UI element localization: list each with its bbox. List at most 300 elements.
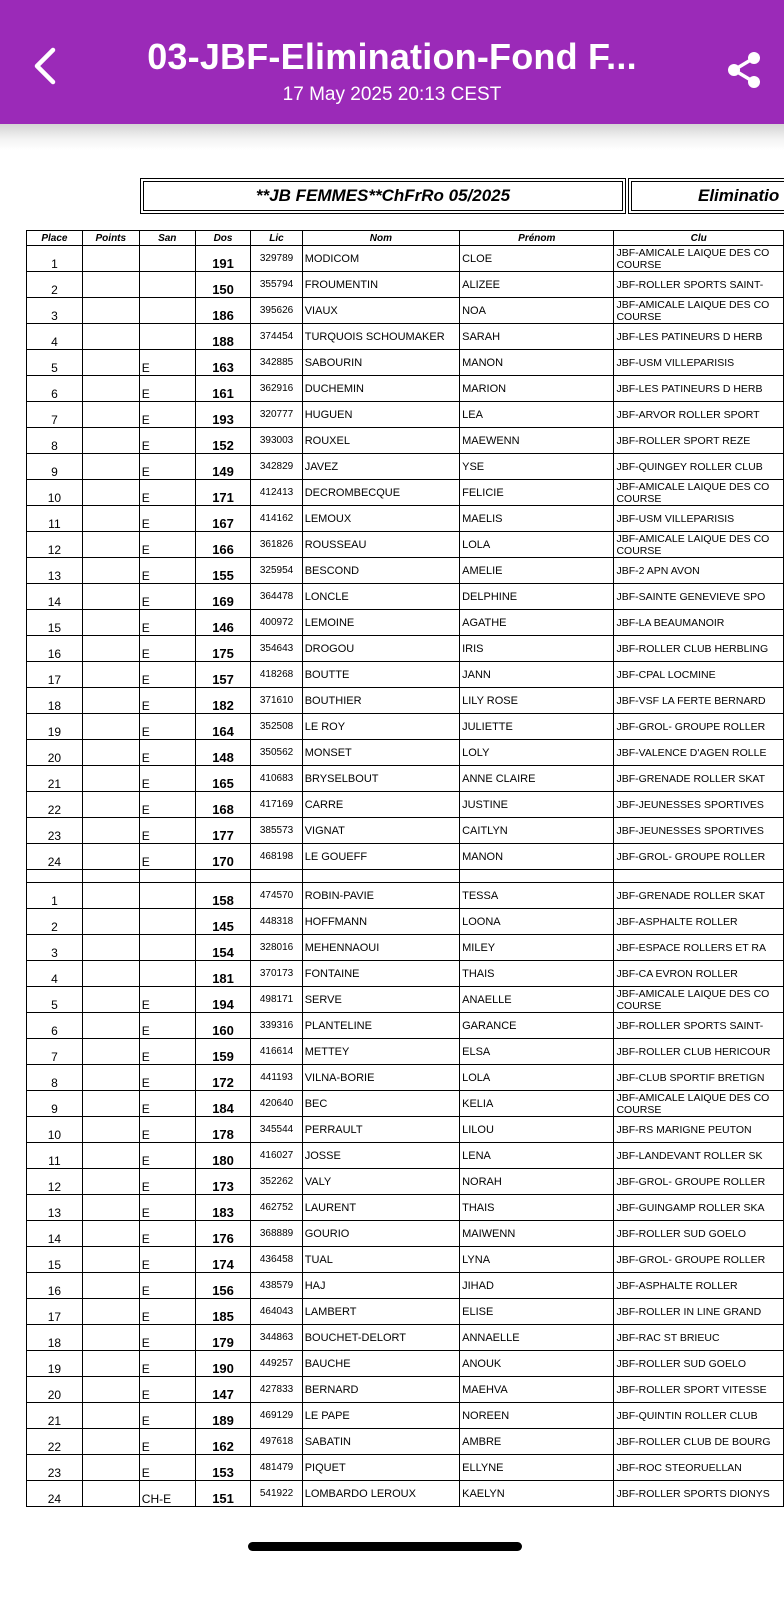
result-lic: 469129 bbox=[251, 1403, 302, 1429]
table-row bbox=[27, 480, 784, 506]
result-club bbox=[614, 480, 784, 506]
result-san: E bbox=[139, 844, 195, 870]
result-points bbox=[82, 1377, 139, 1403]
home-indicator[interactable] bbox=[248, 1542, 522, 1551]
table-row bbox=[27, 714, 784, 740]
result-prenom: LOLY bbox=[460, 740, 614, 766]
result-place: 20 bbox=[27, 1377, 83, 1403]
result-lic: 448318 bbox=[251, 909, 302, 935]
result-prenom: LOLA bbox=[460, 1065, 614, 1091]
result-lic: 481479 bbox=[251, 1455, 302, 1481]
result-club: JBF-RAC ST BRIEUC bbox=[614, 1325, 784, 1351]
result-lic: 361826 bbox=[251, 532, 302, 558]
result-lic: 328016 bbox=[251, 935, 302, 961]
separator-cell bbox=[195, 870, 251, 883]
table-row bbox=[27, 584, 784, 610]
result-san: E bbox=[139, 1247, 195, 1273]
result-prenom: MARION bbox=[460, 376, 614, 402]
result-points bbox=[82, 1247, 139, 1273]
result-dos: 186 bbox=[195, 298, 251, 324]
result-dos: 172 bbox=[195, 1065, 251, 1091]
table-row bbox=[27, 1013, 784, 1039]
result-prenom: MANON bbox=[460, 844, 614, 870]
result-lic: 393003 bbox=[251, 428, 302, 454]
result-san: E bbox=[139, 1325, 195, 1351]
result-dos: 149 bbox=[195, 454, 251, 480]
result-club bbox=[614, 298, 784, 324]
result-prenom: LOLA bbox=[460, 532, 614, 558]
result-nom: LEMOINE bbox=[302, 610, 459, 636]
result-dos: 178 bbox=[195, 1117, 251, 1143]
result-lic: 342829 bbox=[251, 454, 302, 480]
result-nom: ROUXEL bbox=[302, 428, 459, 454]
result-lic: 350562 bbox=[251, 740, 302, 766]
result-dos: 158 bbox=[195, 883, 251, 909]
result-dos: 155 bbox=[195, 558, 251, 584]
result-prenom: CLOE bbox=[460, 246, 614, 272]
result-points bbox=[82, 428, 139, 454]
result-lic: 427833 bbox=[251, 1377, 302, 1403]
result-club: JBF-LES PATINEURS D HERB bbox=[614, 376, 784, 402]
result-prenom: NORAH bbox=[460, 1169, 614, 1195]
result-club: JBF-ROLLER SPORTS SAINT- bbox=[614, 1013, 784, 1039]
result-dos: 156 bbox=[195, 1273, 251, 1299]
table-row bbox=[27, 610, 784, 636]
result-club: JBF-ROLLER SUD GOELO bbox=[614, 1351, 784, 1377]
result-dos: 166 bbox=[195, 532, 251, 558]
result-points bbox=[82, 1325, 139, 1351]
result-club: JBF-JEUNESSES SPORTIVES bbox=[614, 818, 784, 844]
result-nom: SABATIN bbox=[302, 1429, 459, 1455]
result-nom: PLANTELINE bbox=[302, 1013, 459, 1039]
table-row bbox=[27, 324, 784, 350]
separator-cell bbox=[251, 870, 302, 883]
result-san: E bbox=[139, 792, 195, 818]
result-nom: BRYSELBOUT bbox=[302, 766, 459, 792]
result-dos: 194 bbox=[195, 987, 251, 1013]
result-club: JBF-USM VILLEPARISIS bbox=[614, 350, 784, 376]
result-place: 10 bbox=[27, 480, 83, 506]
result-points bbox=[82, 844, 139, 870]
result-dos: 179 bbox=[195, 1325, 251, 1351]
result-prenom: MAEWENN bbox=[460, 428, 614, 454]
result-lic: 497618 bbox=[251, 1429, 302, 1455]
result-lic: 325954 bbox=[251, 558, 302, 584]
result-lic: 420640 bbox=[251, 1091, 302, 1117]
result-dos: 157 bbox=[195, 662, 251, 688]
result-lic: 344863 bbox=[251, 1325, 302, 1351]
result-points bbox=[82, 935, 139, 961]
result-prenom: LILOU bbox=[460, 1117, 614, 1143]
result-dos: 189 bbox=[195, 1403, 251, 1429]
result-san: E bbox=[139, 766, 195, 792]
result-dos: 176 bbox=[195, 1221, 251, 1247]
result-lic: 352262 bbox=[251, 1169, 302, 1195]
result-place: 9 bbox=[27, 1091, 83, 1117]
result-nom: VIAUX bbox=[302, 298, 459, 324]
result-lic: 364478 bbox=[251, 584, 302, 610]
result-club bbox=[614, 532, 784, 558]
result-san: E bbox=[139, 1351, 195, 1377]
result-place: 3 bbox=[27, 935, 83, 961]
result-points bbox=[82, 272, 139, 298]
share-button[interactable] bbox=[722, 48, 766, 92]
result-san bbox=[139, 272, 195, 298]
result-points bbox=[82, 688, 139, 714]
toolbar-shadow bbox=[0, 124, 784, 150]
result-san: E bbox=[139, 558, 195, 584]
result-points bbox=[82, 1195, 139, 1221]
result-nom: LE GOUEFF bbox=[302, 844, 459, 870]
result-san: E bbox=[139, 688, 195, 714]
result-prenom: MANON bbox=[460, 350, 614, 376]
result-lic: 395626 bbox=[251, 298, 302, 324]
table-row bbox=[27, 1065, 784, 1091]
result-san: CH-E bbox=[139, 1481, 195, 1507]
table-row bbox=[27, 1351, 784, 1377]
column-header-points: Points bbox=[82, 231, 139, 246]
result-place: 16 bbox=[27, 636, 83, 662]
result-club: JBF-ROLLER SPORTS SAINT- bbox=[614, 272, 784, 298]
result-club: JBF-ROLLER SPORTS DIONYS bbox=[614, 1481, 784, 1507]
result-san bbox=[139, 298, 195, 324]
result-nom: LE PAPE bbox=[302, 1403, 459, 1429]
result-nom: BERNARD bbox=[302, 1377, 459, 1403]
result-place: 10 bbox=[27, 1117, 83, 1143]
result-nom: JAVEZ bbox=[302, 454, 459, 480]
result-club-line1: JBF-AMICALE LAIQUE DES CO bbox=[616, 987, 770, 1000]
result-san bbox=[139, 246, 195, 272]
result-dos: 167 bbox=[195, 506, 251, 532]
share-icon bbox=[724, 50, 764, 90]
result-club: JBF-ESPACE ROLLERS ET RA bbox=[614, 935, 784, 961]
result-nom: LE ROY bbox=[302, 714, 459, 740]
chevron-left-icon bbox=[29, 46, 59, 86]
result-nom: METTEY bbox=[302, 1039, 459, 1065]
result-club-line1: JBF-AMICALE LAIQUE DES CO bbox=[616, 532, 770, 545]
result-club: JBF-GUINGAMP ROLLER SKA bbox=[614, 1195, 784, 1221]
result-prenom: KELIA bbox=[460, 1091, 614, 1117]
result-club-line2: COURSE bbox=[616, 1103, 662, 1116]
result-club: JBF-USM VILLEPARISIS bbox=[614, 506, 784, 532]
result-nom: BOUTHIER bbox=[302, 688, 459, 714]
result-prenom: IRIS bbox=[460, 636, 614, 662]
result-dos: 147 bbox=[195, 1377, 251, 1403]
result-club: JBF-ROLLER SUD GOELO bbox=[614, 1221, 784, 1247]
result-club: JBF-GROL- GROUPE ROLLER bbox=[614, 1169, 784, 1195]
result-club: JBF-QUINTIN ROLLER CLUB bbox=[614, 1403, 784, 1429]
result-san: E bbox=[139, 662, 195, 688]
result-prenom: TESSA bbox=[460, 883, 614, 909]
result-dos: 162 bbox=[195, 1429, 251, 1455]
result-san: E bbox=[139, 532, 195, 558]
result-lic: 449257 bbox=[251, 1351, 302, 1377]
result-nom: TURQUOIS SCHOUMAKER bbox=[302, 324, 459, 350]
table-row bbox=[27, 506, 784, 532]
result-place: 13 bbox=[27, 1195, 83, 1221]
result-nom: DECROMBECQUE bbox=[302, 480, 459, 506]
result-lic: 320777 bbox=[251, 402, 302, 428]
result-lic: 541922 bbox=[251, 1481, 302, 1507]
column-header-nom: Nom bbox=[302, 231, 459, 246]
result-points bbox=[82, 818, 139, 844]
result-dos: 181 bbox=[195, 961, 251, 987]
result-place: 7 bbox=[27, 1039, 83, 1065]
results-table bbox=[26, 230, 784, 1507]
result-place: 11 bbox=[27, 506, 83, 532]
result-lic: 355794 bbox=[251, 272, 302, 298]
result-san: E bbox=[139, 1013, 195, 1039]
result-lic: 414162 bbox=[251, 506, 302, 532]
result-san: E bbox=[139, 1169, 195, 1195]
result-club: JBF-QUINGEY ROLLER CLUB bbox=[614, 454, 784, 480]
table-row bbox=[27, 1325, 784, 1351]
result-club: JBF-ROLLER SPORT REZE bbox=[614, 428, 784, 454]
result-points bbox=[82, 766, 139, 792]
result-dos: 146 bbox=[195, 610, 251, 636]
result-lic: 441193 bbox=[251, 1065, 302, 1091]
result-prenom: CAITLYN bbox=[460, 818, 614, 844]
result-points bbox=[82, 350, 139, 376]
table-row bbox=[27, 1429, 784, 1455]
result-prenom: LENA bbox=[460, 1143, 614, 1169]
table-row bbox=[27, 246, 784, 272]
result-lic: 410683 bbox=[251, 766, 302, 792]
result-place: 20 bbox=[27, 740, 83, 766]
result-club: JBF-GROL- GROUPE ROLLER bbox=[614, 1247, 784, 1273]
result-points bbox=[82, 402, 139, 428]
table-row bbox=[27, 376, 784, 402]
result-nom: PERRAULT bbox=[302, 1117, 459, 1143]
result-lic: 474570 bbox=[251, 883, 302, 909]
column-header-prenom: Prénom bbox=[460, 231, 614, 246]
result-san: E bbox=[139, 1065, 195, 1091]
result-prenom: THAIS bbox=[460, 1195, 614, 1221]
table-row bbox=[27, 532, 784, 558]
result-club: JBF-SAINTE GENEVIEVE SPO bbox=[614, 584, 784, 610]
result-prenom: ANOUK bbox=[460, 1351, 614, 1377]
result-place: 3 bbox=[27, 298, 83, 324]
result-club: JBF-ROLLER IN LINE GRAND bbox=[614, 1299, 784, 1325]
result-lic: 498171 bbox=[251, 987, 302, 1013]
result-lic: 371610 bbox=[251, 688, 302, 714]
result-prenom: LOONA bbox=[460, 909, 614, 935]
result-points bbox=[82, 324, 139, 350]
result-san: E bbox=[139, 454, 195, 480]
result-club: JBF-ASPHALTE ROLLER bbox=[614, 1273, 784, 1299]
result-dos: 169 bbox=[195, 584, 251, 610]
result-club: JBF-GRENADE ROLLER SKAT bbox=[614, 883, 784, 909]
table-row bbox=[27, 1091, 784, 1117]
result-lic: 438579 bbox=[251, 1273, 302, 1299]
result-nom: CARRE bbox=[302, 792, 459, 818]
result-place: 4 bbox=[27, 961, 83, 987]
result-place: 6 bbox=[27, 1013, 83, 1039]
result-place: 16 bbox=[27, 1273, 83, 1299]
result-dos: 175 bbox=[195, 636, 251, 662]
result-dos: 184 bbox=[195, 1091, 251, 1117]
column-header-dos: Dos bbox=[195, 231, 251, 246]
result-lic: 416614 bbox=[251, 1039, 302, 1065]
result-points bbox=[82, 506, 139, 532]
result-nom: HOFFMANN bbox=[302, 909, 459, 935]
result-points bbox=[82, 987, 139, 1013]
result-place: 5 bbox=[27, 987, 83, 1013]
result-san: E bbox=[139, 1429, 195, 1455]
result-nom: PIQUET bbox=[302, 1455, 459, 1481]
table-row bbox=[27, 1169, 784, 1195]
result-dos: 152 bbox=[195, 428, 251, 454]
result-club bbox=[614, 987, 784, 1013]
result-dos: 182 bbox=[195, 688, 251, 714]
result-place: 4 bbox=[27, 324, 83, 350]
result-club: JBF-JEUNESSES SPORTIVES bbox=[614, 792, 784, 818]
result-prenom: AGATHE bbox=[460, 610, 614, 636]
result-san: E bbox=[139, 1143, 195, 1169]
result-dos: 163 bbox=[195, 350, 251, 376]
result-club: JBF-ASPHALTE ROLLER bbox=[614, 909, 784, 935]
table-row bbox=[27, 1195, 784, 1221]
result-club: JBF-RS MARIGNE PEUTON bbox=[614, 1117, 784, 1143]
result-prenom: GARANCE bbox=[460, 1013, 614, 1039]
result-nom: BAUCHE bbox=[302, 1351, 459, 1377]
result-prenom: LILY ROSE bbox=[460, 688, 614, 714]
result-place: 19 bbox=[27, 1351, 83, 1377]
result-club: JBF-CA EVRON ROLLER bbox=[614, 961, 784, 987]
result-lic: 368889 bbox=[251, 1221, 302, 1247]
result-nom: LONCLE bbox=[302, 584, 459, 610]
result-dos: 174 bbox=[195, 1247, 251, 1273]
result-san: E bbox=[139, 506, 195, 532]
result-club-line1: JBF-AMICALE LAIQUE DES CO bbox=[616, 1091, 770, 1104]
result-san: E bbox=[139, 1195, 195, 1221]
result-place: 14 bbox=[27, 584, 83, 610]
result-nom: VIGNAT bbox=[302, 818, 459, 844]
table-row bbox=[27, 1143, 784, 1169]
result-club bbox=[614, 246, 784, 272]
table-header-row bbox=[27, 231, 784, 246]
result-lic: 436458 bbox=[251, 1247, 302, 1273]
result-prenom: ALIZEE bbox=[460, 272, 614, 298]
separator-cell bbox=[82, 870, 139, 883]
result-dos: 161 bbox=[195, 376, 251, 402]
table-row bbox=[27, 1403, 784, 1429]
result-nom: BESCOND bbox=[302, 558, 459, 584]
result-dos: 183 bbox=[195, 1195, 251, 1221]
result-nom: LAURENT bbox=[302, 1195, 459, 1221]
result-san bbox=[139, 883, 195, 909]
result-points bbox=[82, 662, 139, 688]
result-lic: 462752 bbox=[251, 1195, 302, 1221]
category-title: **JB FEMMES**ChFrRo 05/2025 bbox=[143, 181, 623, 211]
result-san: E bbox=[139, 428, 195, 454]
result-place: 18 bbox=[27, 1325, 83, 1351]
result-nom: ROUSSEAU bbox=[302, 532, 459, 558]
result-nom: DUCHEMIN bbox=[302, 376, 459, 402]
result-place: 7 bbox=[27, 402, 83, 428]
result-prenom: ELISE bbox=[460, 1299, 614, 1325]
result-lic: 418268 bbox=[251, 662, 302, 688]
result-prenom: FELICIE bbox=[460, 480, 614, 506]
document-timestamp: 17 May 2025 20:13 CEST bbox=[282, 84, 502, 105]
result-dos: 191 bbox=[195, 246, 251, 272]
result-club: JBF-VSF LA FERTE BERNARD bbox=[614, 688, 784, 714]
result-san bbox=[139, 909, 195, 935]
result-points bbox=[82, 1091, 139, 1117]
result-club: JBF-ARVOR ROLLER SPORT bbox=[614, 402, 784, 428]
result-lic: 370173 bbox=[251, 961, 302, 987]
result-nom: BEC bbox=[302, 1091, 459, 1117]
result-prenom: DELPHINE bbox=[460, 584, 614, 610]
result-dos: 185 bbox=[195, 1299, 251, 1325]
result-club bbox=[614, 1091, 784, 1117]
result-lic: 400972 bbox=[251, 610, 302, 636]
result-place: 15 bbox=[27, 610, 83, 636]
result-club: JBF-ROLLER SPORT VITESSE bbox=[614, 1377, 784, 1403]
result-place: 9 bbox=[27, 454, 83, 480]
result-prenom: ANNAELLE bbox=[460, 1325, 614, 1351]
separator-cell bbox=[614, 870, 784, 883]
result-san: E bbox=[139, 987, 195, 1013]
result-points bbox=[82, 1481, 139, 1507]
result-points bbox=[82, 1299, 139, 1325]
result-place: 1 bbox=[27, 246, 83, 272]
result-dos: 165 bbox=[195, 766, 251, 792]
result-nom: BOUTTE bbox=[302, 662, 459, 688]
pdf-document[interactable] bbox=[0, 150, 784, 1570]
table-row bbox=[27, 298, 784, 324]
result-points bbox=[82, 376, 139, 402]
result-dos: 188 bbox=[195, 324, 251, 350]
result-prenom: JUSTINE bbox=[460, 792, 614, 818]
back-button[interactable] bbox=[22, 44, 66, 88]
result-club-line2: COURSE bbox=[616, 999, 662, 1012]
result-place: 5 bbox=[27, 350, 83, 376]
result-lic: 374454 bbox=[251, 324, 302, 350]
table-row bbox=[27, 844, 784, 870]
result-dos: 153 bbox=[195, 1455, 251, 1481]
result-prenom: MILEY bbox=[460, 935, 614, 961]
result-club: JBF-ROLLER CLUB HERBLING bbox=[614, 636, 784, 662]
table-row bbox=[27, 636, 784, 662]
result-san: E bbox=[139, 584, 195, 610]
table-row bbox=[27, 766, 784, 792]
result-nom: MONSET bbox=[302, 740, 459, 766]
table-row bbox=[27, 428, 784, 454]
result-club: JBF-LES PATINEURS D HERB bbox=[614, 324, 784, 350]
result-points bbox=[82, 1273, 139, 1299]
result-dos: 173 bbox=[195, 1169, 251, 1195]
table-row bbox=[27, 662, 784, 688]
separator-cell bbox=[460, 870, 614, 883]
result-dos: 180 bbox=[195, 1143, 251, 1169]
result-dos: 154 bbox=[195, 935, 251, 961]
result-place: 1 bbox=[27, 883, 83, 909]
table-row bbox=[27, 1117, 784, 1143]
document-title: 03-JBF-Elimination-Fond F... bbox=[147, 36, 637, 77]
result-nom: DROGOU bbox=[302, 636, 459, 662]
table-row bbox=[27, 961, 784, 987]
table-row bbox=[27, 272, 784, 298]
result-lic: 412413 bbox=[251, 480, 302, 506]
table-row bbox=[27, 818, 784, 844]
column-header-lic: Lic bbox=[251, 231, 302, 246]
result-lic: 385573 bbox=[251, 818, 302, 844]
result-dos: 164 bbox=[195, 714, 251, 740]
result-dos: 148 bbox=[195, 740, 251, 766]
result-san: E bbox=[139, 636, 195, 662]
result-nom: TUAL bbox=[302, 1247, 459, 1273]
